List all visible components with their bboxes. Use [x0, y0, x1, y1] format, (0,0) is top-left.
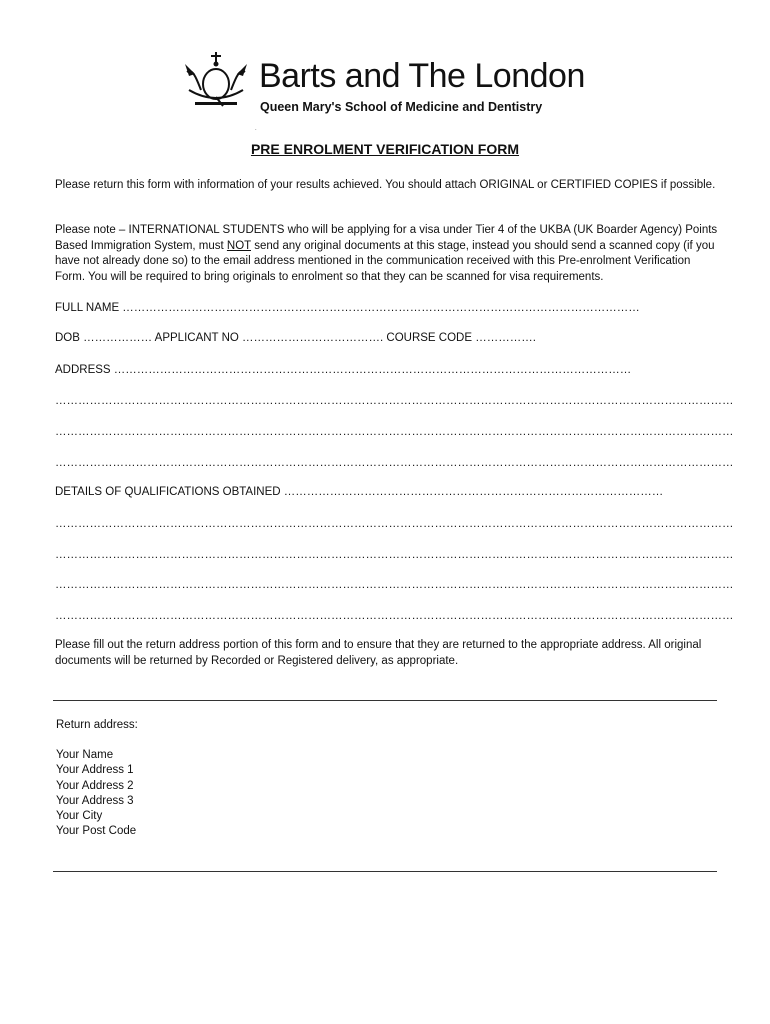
- divider-top: [53, 700, 717, 701]
- qualifications-line-5[interactable]: ……………………………………………………………………………………………………………………………………………………………: [55, 610, 734, 622]
- school-name: Queen Mary's School of Medicine and Dentistry: [260, 100, 543, 114]
- crown-crest-icon: [183, 50, 253, 110]
- return-line-address-3: Your Address 3: [56, 794, 134, 807]
- address-line-2[interactable]: ……………………………………………………………………………………………………………………………………………………………: [55, 395, 734, 407]
- address-field[interactable]: ADDRESS ………………………………………………………………………………………………………………………: [55, 364, 632, 376]
- qualifications-line-3[interactable]: ……………………………………………………………………………………………………………………………………………………………: [55, 549, 734, 561]
- note-text-after: send any original documents at this stage, instead you should send a scanned copy (if you have not already done so) to the email address mentioned in the communication received with this Pre-enrolment Verification Form. You will be required to bring originals to enrolment so that they can be scanned for visa requirements.: [55, 239, 715, 283]
- international-note-paragraph: [55, 223, 720, 285]
- form-title: PRE ENROLMENT VERIFICATION FORM: [250, 141, 520, 157]
- divider-bottom: [53, 871, 717, 872]
- letterhead: [183, 50, 583, 120]
- return-line-address-2: Your Address 2: [56, 779, 134, 792]
- qualifications-line-4[interactable]: ……………………………………………………………………………………………………………………………………………………………: [55, 579, 734, 591]
- stray-mark: .: [255, 126, 257, 132]
- note-emphasis: NOT: [226, 239, 251, 252]
- institution-name: Barts and The London: [259, 57, 585, 95]
- full-name-field[interactable]: FULL NAME ………………………………………………………………………………………………………………………: [55, 302, 640, 314]
- closing-paragraph: Please fill out the return address portion of this form and to ensure that they are returned to the appropriate address. All original documents will be returned by Recorded or Registered delivery, as appropriate.: [55, 639, 702, 667]
- return-line-city: Your City: [56, 810, 103, 823]
- return-line-name: Your Name: [56, 749, 114, 762]
- return-line-post-code: Your Post Code: [56, 825, 137, 838]
- qualifications-line-2[interactable]: ……………………………………………………………………………………………………………………………………………………………: [55, 518, 734, 530]
- dob-applicant-course-row[interactable]: DOB ……………… APPLICANT NO ………………………………. COURSE CODE …………….: [55, 332, 536, 344]
- note-text-before: Please note – INTERNATIONAL STUDENTS who will be applying for a visa under Tier 4 of the UKBA (UK Boarder Agency) Points Based Immigration System, must: [55, 224, 718, 252]
- return-address-label: Return address:: [56, 719, 138, 731]
- address-line-4[interactable]: ……………………………………………………………………………………………………………………………………………………………: [55, 457, 734, 469]
- return-address-block: [56, 718, 138, 839]
- qualifications-field[interactable]: DETAILS OF QUALIFICATIONS OBTAINED ………………………………………………………………………………………: [55, 486, 664, 498]
- address-line-3[interactable]: ……………………………………………………………………………………………………………………………………………………………: [55, 426, 734, 438]
- intro-paragraph: Please return this form with information of your results achieved. You should attach ORIGINAL or CERTIFIED COPIES if possible.: [55, 179, 716, 191]
- return-line-address-1: Your Address 1: [56, 764, 134, 777]
